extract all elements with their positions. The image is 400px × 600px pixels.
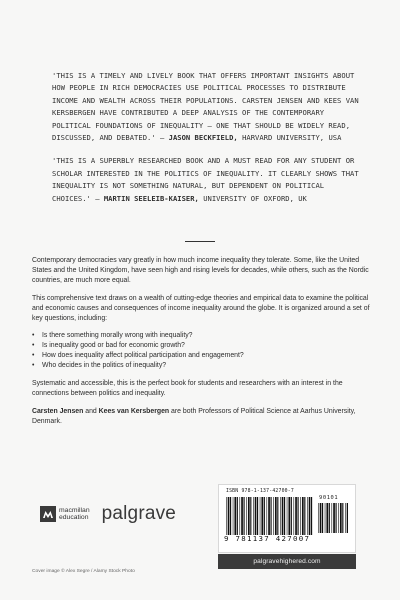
barcode-bar (302, 497, 304, 535)
barcode-bar (280, 497, 281, 535)
barcode-bar (284, 497, 285, 535)
barcode-bar (326, 503, 328, 533)
barcode-bar (338, 503, 339, 533)
barcode-bar (255, 497, 257, 535)
barcode-bar (240, 497, 241, 535)
list-item: • Is there something morally wrong with inequality? (32, 331, 370, 341)
quote-affiliation: UNIVERSITY OF OXFORD, UK (203, 193, 307, 203)
author-conjunction: and (83, 407, 99, 415)
barcode-bar (271, 497, 272, 535)
macmillan-mark-icon (40, 506, 56, 522)
barcode-bar (250, 497, 251, 535)
barcode-bar (318, 503, 319, 533)
list-item: • Is inequality good or bad for economic growth? (32, 341, 370, 351)
barcode-bar (248, 497, 250, 535)
barcode-bar (261, 497, 263, 535)
barcode-bar (294, 497, 295, 535)
macmillan-label: macmillan (59, 506, 90, 514)
barcode-bar (228, 497, 230, 535)
endorsements (52, 70, 364, 205)
barcode-bar (333, 503, 335, 533)
barcode-bar (257, 497, 258, 535)
barcode-addon-number: 90101 (319, 495, 339, 501)
barcode-bar (241, 497, 243, 535)
barcode-bar (273, 497, 274, 535)
endorsement-quote (52, 70, 364, 144)
blurb-paragraph: This comprehensive text draws on a wealth of cutting-edge theories and empirical data to examine the political and economic causes and consequences of income inequality around the globe. It is organized around a set of key questions, including: (32, 294, 370, 322)
barcode-bar (329, 503, 330, 533)
author-bio-text: are both Professors of Political Science at Aarhus University, Denmark. (32, 407, 356, 425)
list-item: • How does inequality affect political participation and engagement? (32, 351, 370, 361)
palgrave-logo: palgrave (101, 503, 177, 524)
barcode-bar (260, 497, 261, 535)
barcode-bar (325, 503, 326, 533)
barcode-bar (345, 503, 346, 533)
ean-barcode (226, 497, 314, 535)
barcode-bar (282, 497, 284, 535)
barcode-bar (226, 497, 227, 535)
barcode-bar (237, 497, 238, 535)
macmillan-education-logo (40, 506, 90, 522)
barcode-panel (218, 484, 356, 553)
barcode-bar (307, 497, 308, 535)
education-label: education (59, 514, 89, 521)
barcode-bar (295, 497, 297, 535)
blurb-paragraph: Systematic and accessible, this is the perfect book for students and researchers with an interest in the connections between politics and inequality. (32, 379, 343, 397)
barcode-bar (287, 497, 288, 535)
quote-author: MARTIN SEELEIB-KAISER, (103, 193, 199, 203)
barcode-bar (230, 497, 231, 535)
barcode-bar (264, 497, 265, 535)
blurb-paragraph: Contemporary democracies vary greatly in how much income inequality they tolerate. Some, like the United States and the United Kingdom, have seen high and rising levels for decades, while others, such as the Nordic countries, are much more equal. (32, 257, 369, 284)
isbn-label: ISBN 978-1-137-42700-7 (226, 489, 294, 494)
cover-image-credit: Cover image © Alex Segre / Alamy Stock Photo (32, 569, 135, 574)
barcode-bar (253, 497, 254, 535)
barcode-bar (322, 503, 323, 533)
barcode-bar (304, 497, 305, 535)
barcode-bar (332, 503, 333, 533)
addon-barcode (318, 503, 348, 533)
barcode-bar (244, 497, 245, 535)
barcode-bar (300, 497, 301, 535)
barcode-bar (336, 503, 337, 533)
quote-affiliation: HARVARD UNIVERSITY, USA (242, 133, 342, 143)
quote-text: 'THIS IS A SUPERBLY RESEARCHED BOOK AND A MUST READ FOR ANY STUDENT OR SCHOLAR INTERESTED IN THE POLITICS OF INEQUALITY. IT CLEARLY SHOWS THAT INEQUALITY IS NOT SOMETHING NATURAL, BUT DEPENDENT ON POLITICAL CHOICES.' – (52, 156, 359, 203)
barcode-bar (320, 503, 322, 533)
barcode-bar (246, 497, 247, 535)
author-bio (32, 407, 370, 427)
barcode-bar (275, 497, 277, 535)
author-name: Kees van Kersbergen (98, 407, 170, 415)
barcode-bar (277, 497, 278, 535)
quote-author: JASON BECKFIELD, (168, 133, 238, 143)
barcode-bar (291, 497, 292, 535)
barcode-bar (347, 503, 348, 533)
blurb (32, 256, 370, 434)
barcode-bar (268, 497, 270, 535)
divider-rule (185, 241, 215, 242)
barcode-bar (267, 497, 268, 535)
website-url[interactable]: palgravehighered.com (218, 554, 356, 569)
barcode-bar (234, 497, 236, 535)
key-questions-list (32, 331, 370, 371)
publisher-logos (40, 503, 176, 525)
barcode-bar (309, 497, 311, 535)
barcode-bar (233, 497, 234, 535)
author-name: Carsten Jensen (32, 407, 84, 415)
barcode-digits: 9 781137 427007 (224, 534, 311, 543)
barcode-bar (298, 497, 299, 535)
barcode-bar (340, 503, 342, 533)
barcode-bar (288, 497, 290, 535)
quote-text: 'THIS IS A TIMELY AND LIVELY BOOK THAT OFFERS IMPORTANT INSIGHTS ABOUT HOW PEOPLE IN RICH DEMOCRACIES USE POLITICAL PROCESSES TO DISTRIBUTE INCOME AND WEALTH ACROSS THEIR POPULATIONS. CARSTEN JENSEN AND KEES VAN KERSBERGEN HAVE CONTRIBUTED A DEEP ANALYSIS OF THE CONTEMPORARY POLITICAL FOUNDATIONS OF INEQUALITY – ONE THAT SHOULD BE WIDELY READ, DISCUSSED, AND DEBATED.' – (52, 71, 359, 143)
barcode-bar (311, 497, 312, 535)
list-item: • Who decides in the politics of inequality? (32, 361, 370, 371)
endorsement-quote (52, 155, 364, 205)
barcode-bar (342, 503, 343, 533)
